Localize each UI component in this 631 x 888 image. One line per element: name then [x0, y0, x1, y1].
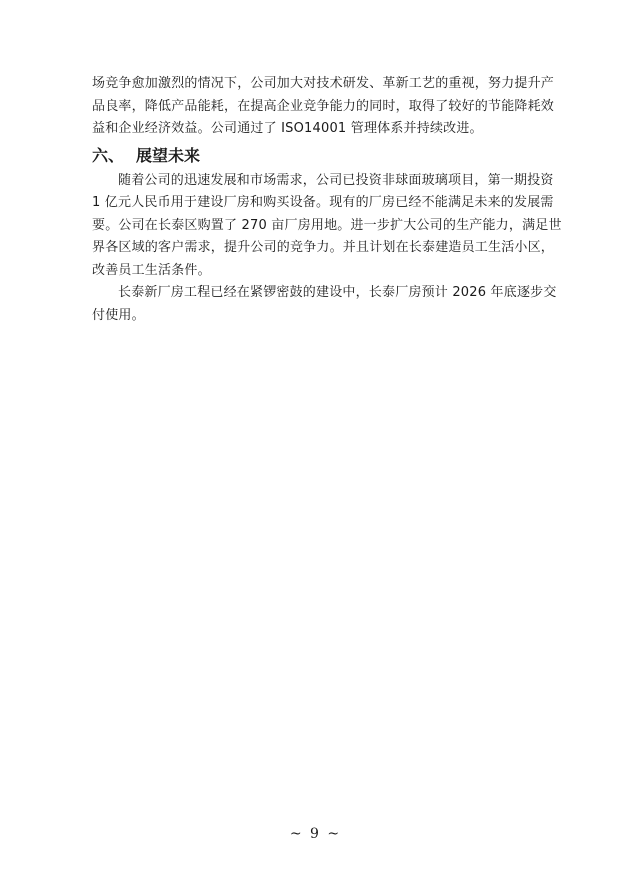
outlook-paragraph-1: [92, 170, 562, 283]
p1-line-4: 界各区域的客户需求，提升公司的竞争力。并且计划在长泰建造员工生活小区，: [92, 240, 555, 255]
intro-line-3: 益和企业经济效益。公司通过了 ISO14001 管理体系并持续改进。: [92, 121, 483, 136]
outlook-paragraph-2: [92, 282, 557, 327]
intro-line-2: 品良率，降低产品能耗，在提高企业竞争能力的同时，取得了较好的节能降耗效: [92, 98, 555, 114]
p1-line-2: 1 亿元人民币用于建设厂房和购买设备。现有的厂房已经不能满足未来的发展需: [92, 195, 554, 210]
intro-paragraph: [92, 73, 555, 141]
p1-line-3: 要。公司在长泰区购置了 270 亩厂房用地。进一步扩大公司的生产能力，满足世: [92, 217, 562, 233]
section-heading: [92, 144, 548, 168]
page-number: ~ 9 ~: [289, 826, 342, 842]
intro-line-1: 场竞争愈加激烈的情况下，公司加大对技术研发、革新工艺的重视，努力提升产: [92, 76, 555, 91]
page-body: [92, 73, 562, 327]
p1-line-1: 随着公司的迅速发展和市场需求，公司已投资非球面玻璃项目，第一期投资: [118, 172, 554, 188]
p2-line-2: 付使用。: [92, 307, 145, 323]
p1-line-5: 改善员工生活条件。: [92, 262, 211, 278]
section-title: 展望未来: [136, 145, 201, 165]
p2-line-1: 长泰新厂房工程已经在紧锣密鼓的建设中，长泰厂房预计 2026 年底逐步交: [118, 285, 557, 300]
section-number: 六、: [92, 145, 125, 165]
